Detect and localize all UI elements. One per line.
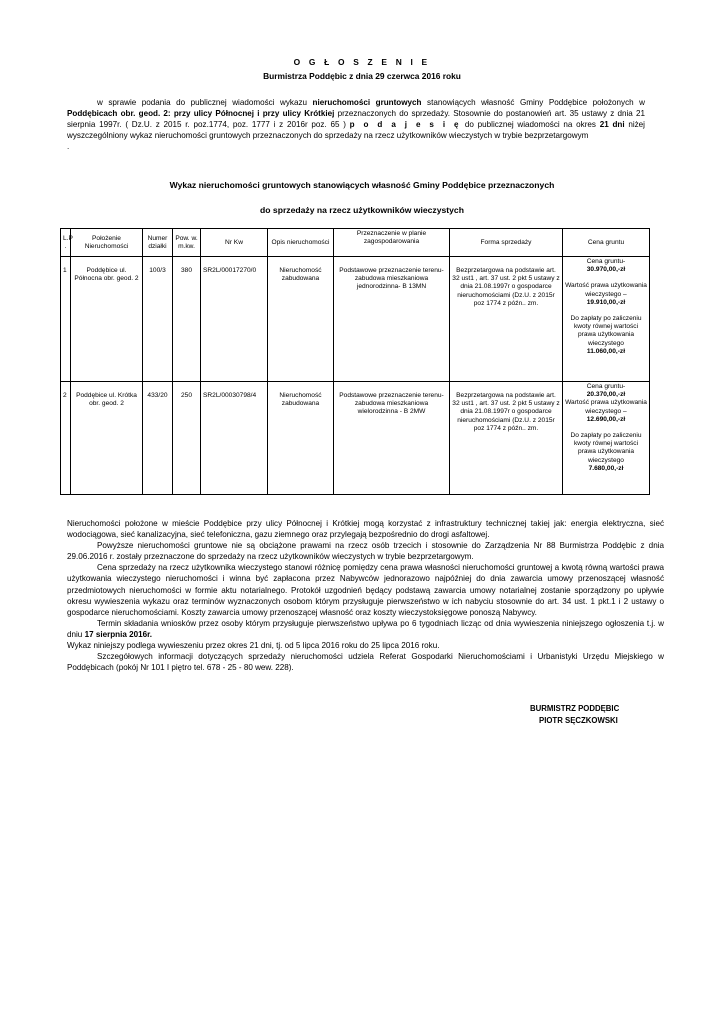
body-paragraph-termin — [67, 618, 664, 640]
intro-text-part: niżej wyszczególniony wykaz nieruchomości gruntowych przeznaczonych do sprzedaży na rzecz użytkowników wieczystych w trybie bezprzetargowym — [67, 120, 645, 141]
cell-forma: Bezprzetargowa na podstawie art. 32 ust1 , art. 37 ust. 2 pkt 5 ustawy z dnia 21.08.1997r o gospodarce nieruchomościami (Dz.U. z 2015r poz 1774 z późn.. zm. — [450, 382, 563, 495]
table-row — [61, 382, 650, 495]
header-pow: Pow. w. m.kw. — [173, 229, 201, 257]
body-text — [67, 518, 664, 673]
wartosc-label: Wartość prawa użytkowania wieczystego – — [565, 399, 647, 415]
wartosc-label: Wartość prawa użytkowania wieczystego – — [565, 282, 647, 298]
header-lp: L.P . — [61, 229, 71, 257]
cell-cena — [563, 257, 650, 382]
signature-title: BURMISTRZ PODDĘBIC — [530, 704, 620, 713]
header-przeznaczenie: Przeznaczenie w planie zagospodarowania — [334, 229, 450, 257]
cell-numer: 433/20 — [143, 382, 173, 495]
intro-bold-nieruchomosci: nieruchomości gruntowych — [312, 98, 422, 107]
cell-polozenie: Poddębice ul. Północna obr. geod. 2 — [71, 257, 143, 382]
intro-text-part: w sprawie podania do publicznej wiadomości wykazu — [97, 98, 313, 107]
signature-block — [530, 703, 619, 726]
cena-gruntu-label: Cena gruntu- — [586, 258, 626, 265]
intro-text-part: do publicznej wiadomości na okres — [461, 120, 600, 130]
cell-przeznaczenie: Podstawowe przeznaczenie terenu- zabudowa mieszkaniowa jednorodzinna- B 13MN — [334, 257, 450, 382]
intro-text — [67, 97, 645, 141]
cell-pow: 380 — [173, 257, 201, 382]
wykaz-heading-line2: do sprzedaży na rzecz użytkowników wieczystych — [260, 205, 464, 215]
do-zaplaty-value: 11.060,00,-zł — [586, 347, 626, 355]
cell-forma: Bezprzetargowa na podstawie art. 32 ust1 , art. 37 ust. 2 pkt 5 ustawy z dnia 21.08.1997r o gospodarce nieruchomościami (Dz.U. z 2015r poz 1774 z późn.. zm. — [450, 257, 563, 382]
intro-text-part: stanowiących własność Gminy Poddębice położonych w — [421, 98, 645, 107]
property-table — [60, 228, 650, 495]
signature-name: PIOTR SĘCZKOWSKI — [539, 715, 618, 725]
cell-lp: 1 — [61, 257, 71, 382]
cell-nrkw: SR2L/00017270/0 — [201, 257, 268, 382]
cena-gruntu-label: Cena gruntu- — [586, 383, 626, 390]
wartosc-value: 19.910,00,-zł — [586, 298, 626, 306]
header-numer: Numer działki — [143, 229, 173, 257]
cena-gruntu-value: 30.970,00,-zł — [586, 266, 626, 274]
cell-polozenie: Poddębice ul. Krótka obr. geod. 2 — [71, 382, 143, 495]
intro-paragraph — [67, 97, 645, 152]
do-zaplaty-label: Do zapłaty po zaliczeniu kwoty równej wartości prawa użytkowania wieczystego — [570, 315, 642, 347]
do-zaplaty-label: Do zapłaty po zaliczeniu kwoty równej wartości prawa użytkowania wieczystego — [570, 432, 642, 464]
cena-gruntu-value: 20.370,00,-zł — [586, 391, 626, 399]
wykaz-heading-line1: Wykaz nieruchomości gruntowych stanowiących własność Gminy Poddębice przeznaczonych — [169, 180, 555, 190]
termin-text: Termin składania wniosków przez osoby którym przysługuje pierwszeństwo upływa po 6 tygodniach licząc od dnia wywieszenia niniejszego ogłoszenia t.j. w dniu — [67, 618, 664, 639]
termin-date: 17 sierpnia 2016r. — [84, 629, 153, 639]
table-row — [61, 257, 650, 382]
intro-dot: . — [67, 142, 70, 152]
header-forma: Forma sprzedaży — [450, 229, 563, 257]
table-header-row — [61, 229, 650, 257]
cell-opis: Nieruchomość zabudowana — [268, 382, 334, 495]
cell-lp: 2 — [61, 382, 71, 495]
do-zaplaty-value: 7.680,00,-zł — [588, 464, 624, 472]
cell-numer: 100/3 — [143, 257, 173, 382]
cell-opis: Nieruchomość zabudowana — [268, 257, 334, 382]
cell-nrkw: SR2L/00030798/4 — [201, 382, 268, 495]
header-polozenie: Położenie Nieruchomości — [71, 229, 143, 257]
header-cena: Cena gruntu — [563, 229, 650, 257]
intro-bold-21-dni: 21 dni — [599, 120, 625, 130]
body-paragraph-infrastructure: Nieruchomości położone w mieście Poddębice przy ulicy Północnej i Krótkiej mogą korzystać z infrastruktury technicznej takiej jak: energia elektryczna, sieć wodociągowa, sieć kanalizacyjna, sieć telefoniczna, gazu ziemnego oraz przylegają bezpośrednio do drogi asfaltowej. — [67, 519, 664, 540]
intro-bold-podaje-sie: p o d a j e s i ę — [349, 120, 462, 130]
body-paragraph-cena: Cena sprzedaży na rzecz użytkownika wieczystego stanowi różnicę pomiędzy cena prawa własności nieruchomości gruntowej a kwotą równą wartości prawa użytkowania wieczystego nieruchomości i winna być zapłacona przez Nabywców jednorazowo najpóźniej do dnia zawarcia umowy przenoszącej własność przedmiotowych nieruchomości w formie aktu notarialnego. Protokół uzgodnień będący podstawą zawarcia umowy notarialnej zostanie sporządzony po upływie okresu wywieszenia wykazu oraz terminów wyznaczonych osobom którym przysługuje pierwszeństwo w ich nabyciu stosownie do art. 34 ust. 1 pkt.1 i 2 ustawy o gospodarce nieruchomościami. Koszty zawarcia umowy przenoszącej własność oraz koszty wieczystoksięgowe ponoszą Nabywcy. — [67, 563, 664, 617]
announcement-title: O G Ł O S Z E N I E — [293, 57, 431, 67]
announcement-subtitle: Burmistrza Poddębic z dnia 29 czerwca 2016 roku — [263, 71, 461, 81]
cell-cena — [563, 382, 650, 495]
intro-text-part: przeznaczonych do sprzedaży. Stosownie do postanowień art. 35 ustawy z dnia 21 sierpnia 1997r. ( Dz.U. z 2015 r. poz.1774, poz. 1777 i z 2016r poz. 65 ) — [67, 109, 645, 130]
body-paragraph-obciazenia: Powyższe nieruchomości gruntowe nie są obciążone prawami na rzecz osób trzecich i stosownie do Zarządzenia Nr 88 Burmistrza Poddębic z dnia 29.06.2016 r. zostały przeznaczone do sprzedaży na rzecz użytkowników wieczystych w trybie bezprzetargowym. — [67, 541, 664, 562]
wartosc-value: 12.690,00,-zł — [586, 415, 626, 423]
intro-bold-location: Poddębicach obr. geod. 2: przy ulicy Północnej i przy ulicy Krótkiej — [67, 109, 335, 119]
cell-pow: 250 — [173, 382, 201, 495]
header-opis: Opis nieruchomości — [268, 229, 334, 257]
header-nrkw: Nr Kw — [201, 229, 268, 257]
body-paragraph-kontakt: Szczegółowych informacji dotyczących sprzedaży nieruchomości udziela Referat Gospodarki Nieruchomościami i Urbanistyki Urzędu Miejskiego w Poddębicach (pokój Nr 101 I piętro tel. 678 - 25 - 80 wew. 228). — [67, 652, 664, 673]
body-paragraph-wywieszenie: Wykaz niniejszy podlega wywieszeniu przez okres 21 dni, tj. od 5 lipca 2016 roku do 25 lipca 2016 roku. — [67, 641, 440, 651]
cell-przeznaczenie: Podstawowe przeznaczenie terenu- zabudowa mieszkaniowa wielorodzinna - B 2MW — [334, 382, 450, 495]
